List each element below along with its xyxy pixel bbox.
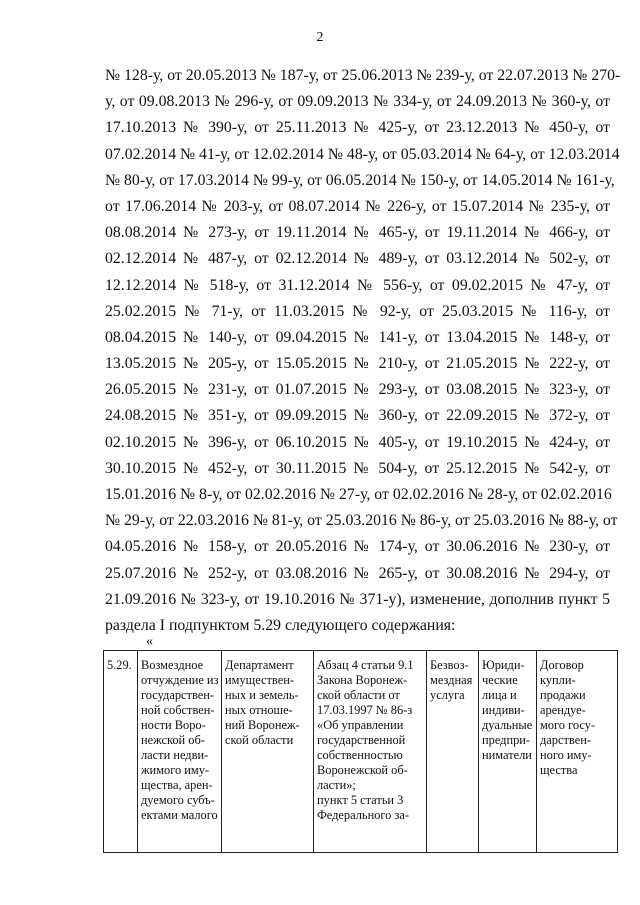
paragraph-line: 08.08.2014 № 273-у, от 19.11.2014 № 465-у, от 19.11.2014 № 466-у, от	[105, 224, 610, 242]
cell-text-line: Договор	[540, 658, 584, 672]
payment-cell	[427, 651, 479, 853]
service-name-cell	[138, 651, 222, 853]
cell-text-line: ской области от	[317, 688, 400, 702]
cell-text-line: 17.03.1997 № 86-з	[317, 703, 413, 717]
cell-text-line: предпри-	[482, 733, 531, 747]
cell-text-line: ласти недви-	[141, 748, 209, 762]
cell-text-line: ектами малого	[141, 808, 218, 822]
cell-text-line: имуществен-	[225, 673, 294, 687]
paragraph-line: 13.05.2015 № 205-у, от 15.05.2015 № 210-у, от 21.05.2015 № 222-у, от	[105, 355, 610, 373]
paragraph-line: от 17.06.2014 № 203-у, от 08.07.2014 № 226-у, от 15.07.2014 № 235-у, от	[105, 197, 610, 215]
paragraph-line: № 80-у, от 17.03.2014 № 99-у, от 06.05.2014 № 150-у, от 14.05.2014 № 161-у,	[105, 171, 615, 189]
service-entry-table	[103, 650, 618, 853]
body-paragraph	[105, 63, 621, 639]
paragraph-line: раздела I подпунктом 5.29 следующего содержания:	[105, 616, 456, 634]
cell-text-line: арендуе-	[540, 703, 586, 717]
cell-text-line: ний Воронеж-	[225, 718, 300, 732]
recipients-cell	[479, 651, 537, 853]
cell-text-line: государствен-	[141, 688, 214, 702]
paragraph-line: 08.04.2015 № 140-у, от 09.04.2015 № 141-у, от 13.04.2015 № 148-у, от	[105, 328, 610, 346]
cell-text-line: ной собствен-	[141, 703, 215, 717]
cell-text-line: мого госу-	[540, 718, 596, 732]
cell-text-line: государственной	[317, 733, 406, 747]
cell-text-line: Закона Воронеж-	[317, 673, 408, 687]
cell-text-line: мездная	[430, 673, 473, 687]
cell-text-line: Федерального за-	[317, 808, 409, 822]
paragraph-line: 02.12.2014 № 487-у, от 02.12.2014 № 489-у, от 03.12.2014 № 502-у, от	[105, 250, 610, 268]
table-row	[104, 651, 618, 853]
result-cell	[537, 651, 618, 853]
cell-text-line: пункт 5 статьи 3	[317, 793, 404, 807]
cell-text-line: Департамент	[225, 658, 294, 672]
paragraph-line: 12.12.2014 № 518-у, от 31.12.2014 № 556-у, от 09.02.2015 № 47-у, от	[105, 276, 610, 294]
cell-text-line: щества	[540, 763, 578, 777]
cell-text-line: Абзац 4 статьи 9.1	[317, 658, 414, 672]
paragraph-line: 26.05.2015 № 231-у, от 01.07.2015 № 293-у, от 03.08.2015 № 323-у, от	[105, 381, 610, 399]
paragraph-line: 15.01.2016 № 8-у, от 02.02.2016 № 27-у, от 02.02.2016 № 28-у, от 02.02.2016	[105, 486, 612, 503]
cell-text-line: ской области	[225, 733, 294, 747]
cell-text-line: ного иму-	[540, 748, 592, 762]
paragraph-line: 30.10.2015 № 452-у, от 30.11.2015 № 504-у, от 25.12.2015 № 542-у, от	[105, 459, 610, 477]
paragraph-line: 07.02.2014 № 41-у, от 12.02.2014 № 48-у, от 05.03.2014 № 64-у, от 12.03.2014	[105, 145, 620, 163]
cell-text-line: купли-	[540, 673, 576, 687]
cell-text-line: щества, арен-	[141, 778, 213, 792]
cell-text-line: ческие	[482, 673, 518, 687]
cell-text-line: собственностью	[317, 748, 403, 762]
cell-text-line: ных и земель-	[225, 688, 299, 702]
cell-text-line: нежской об-	[141, 733, 205, 747]
department-cell	[222, 651, 314, 853]
cell-text-line: дуальные	[482, 718, 533, 732]
page-number: 2	[316, 30, 324, 45]
paragraph-line: у, от 09.08.2013 № 296-у, от 09.09.2013 № 334-у, от 24.09.2013 № 360-у, от	[105, 93, 610, 111]
row-number-cell: 5.29.	[104, 651, 138, 853]
cell-text-line: дарствен-	[540, 733, 591, 747]
cell-text-line: индиви-	[482, 703, 525, 717]
paragraph-line: 04.05.2016 № 158-у, от 20.05.2016 № 174-у, от 30.06.2016 № 230-у, от	[105, 538, 610, 556]
cell-text-line: Безвоз-	[430, 658, 469, 672]
paragraph-line: 25.02.2015 № 71-у, от 11.03.2015 № 92-у, от 25.03.2015 № 116-у, от	[105, 302, 610, 320]
cell-text-line: Юриди-	[482, 658, 525, 672]
paragraph-line: № 128-у, от 20.05.2013 № 187-у, от 25.06.2013 № 239-у, от 22.07.2013 № 270-	[105, 67, 621, 84]
cell-text-line: ности Воро-	[141, 718, 206, 732]
cell-text-line: жимого иму-	[141, 763, 210, 777]
paragraph-line: 02.10.2015 № 396-у, от 06.10.2015 № 405-у, от 19.10.2015 № 424-у, от	[105, 433, 610, 451]
cell-text-line: ласти»;	[317, 778, 356, 792]
opening-quote-mark: «	[146, 634, 153, 649]
paragraph-line: 24.08.2015 № 351-у, от 09.09.2015 № 360-у, от 22.09.2015 № 372-у, от	[105, 407, 610, 425]
cell-text-line: «Об управлении	[317, 718, 404, 732]
legal-basis-cell	[314, 651, 427, 853]
cell-text-line: ных отноше-	[225, 703, 293, 717]
paragraph-line: 21.09.2016 № 323-у, от 19.10.2016 № 371-у), изменение, дополнив пункт 5	[105, 590, 610, 608]
cell-text-line: продажи	[540, 688, 586, 702]
cell-text-line: ниматели	[482, 748, 532, 762]
cell-text-line: услуга	[430, 688, 465, 702]
paragraph-line: 17.10.2013 № 390-у, от 25.11.2013 № 425-у, от 23.12.2013 № 450-у, от	[105, 119, 610, 137]
cell-text-line: лица и	[482, 688, 517, 702]
cell-text-line: Воронежской об-	[317, 763, 408, 777]
cell-text-line: дуемого субъ-	[141, 793, 215, 807]
cell-text-line: отчуждение из	[141, 673, 219, 687]
paragraph-line: 25.07.2016 № 252-у, от 03.08.2016 № 265-у, от 30.08.2016 № 294-у, от	[105, 564, 610, 582]
paragraph-line: № 29-у, от 22.03.2016 № 81-у, от 25.03.2016 № 86-у, от 25.03.2016 № 88-у, от	[105, 512, 618, 530]
cell-text-line: Возмездное	[141, 658, 204, 672]
